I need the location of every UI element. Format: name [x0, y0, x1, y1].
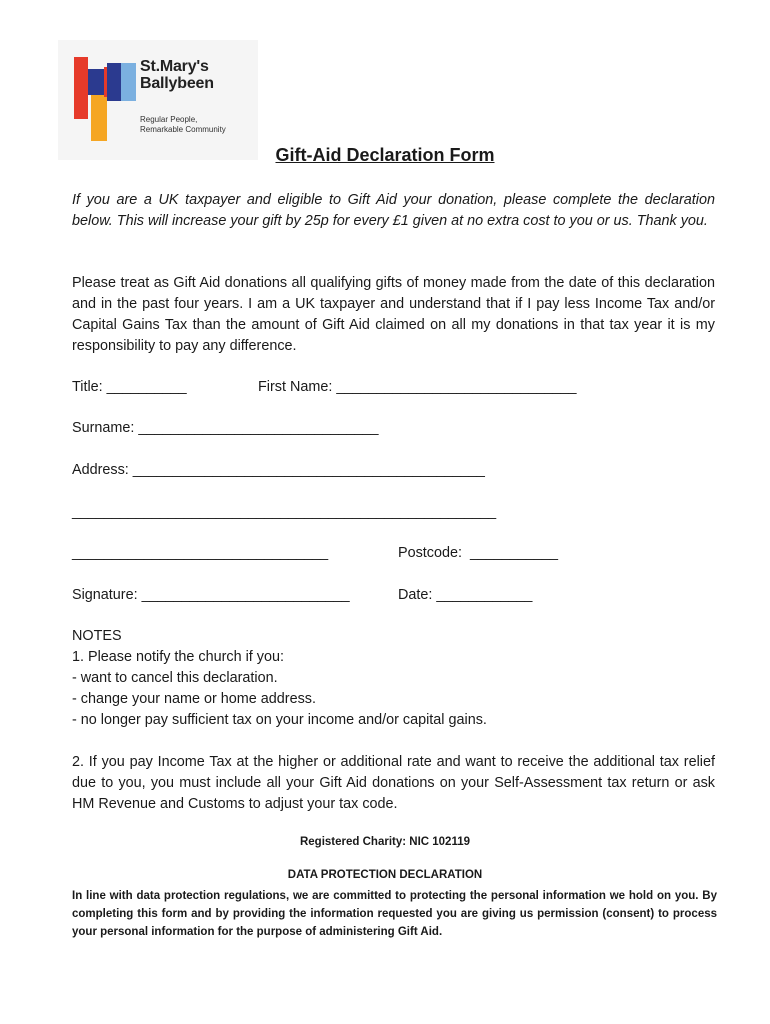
logo-bar-orange	[91, 95, 107, 141]
logo-tagline-line2: Remarkable Community	[140, 124, 226, 134]
form-title: Gift-Aid Declaration Form	[275, 145, 495, 165]
surname-field: Surname: ______________________________	[72, 420, 379, 436]
logo-bar-navy	[88, 69, 104, 95]
logo-tagline-line1: Regular People,	[140, 115, 198, 124]
signature-field: Signature: __________________________	[72, 587, 350, 603]
address-field: Address: ____________________________________________	[72, 462, 485, 478]
first-name-field: First Name: ______________________________	[258, 379, 577, 395]
logo-name-line2: Ballybeen	[140, 75, 214, 92]
logo-name-line1: St.Mary's	[140, 58, 209, 75]
notes-heading: NOTES	[72, 628, 122, 644]
notes-bullet: - change your name or home address.	[72, 691, 316, 707]
address-line-3-field: ________________________________	[72, 545, 329, 561]
logo-bar-red	[74, 57, 88, 119]
postcode-field: Postcode: ___________	[398, 545, 559, 561]
notes-bullet: - no longer pay sufficient tax on your income and/or capital gains.	[72, 712, 487, 728]
logo-bar-light-blue	[121, 63, 136, 101]
logo-bar-navy-2	[107, 63, 121, 101]
notes-section	[72, 626, 715, 815]
notes-bullet: - want to cancel this declaration.	[72, 670, 278, 686]
logo-name	[140, 58, 214, 92]
declaration-paragraph: Please treat as Gift Aid donations all qualifying gifts of money made from the date of this declaration and in the past four years. I am a UK taxpayer and understand that if I pay less Income Tax and/or Capital Gains Tax than the amount of Gift Aid claimed on all my donations in that tax year it is my responsibility to pay any difference.	[72, 275, 715, 354]
notes-item1-intro: 1. Please notify the church if you:	[72, 649, 284, 665]
date-field: Date: ____________	[398, 587, 533, 603]
data-protection-heading: DATA PROTECTION DECLARATION	[287, 869, 483, 881]
data-protection-text: In line with data protection regulations, we are committed to protecting the personal information we hold on you. By completing this form and by providing the information requested you are giving us permission (consent) to process your personal information for the purpose of administering Gift Aid.	[72, 890, 717, 938]
church-logo-icon	[74, 57, 138, 141]
registered-charity: Registered Charity: NIC 102119	[299, 836, 471, 848]
title-field: Title: __________	[72, 379, 187, 395]
notes-item2: 2. If you pay Income Tax at the higher or additional rate and want to receive the additional tax relief due to you, you must include all your Gift Aid donations on your Self-Assessment tax return or ask HM Revenue and Customs to adjust your tax code.	[72, 754, 715, 812]
logo-tagline	[140, 115, 226, 134]
intro-paragraph: If you are a UK taxpayer and eligible to Gift Aid your donation, please complete the declaration below. This will increase your gift by 25p for every £1 given at no extra cost to you or us. Thank you.	[72, 192, 715, 229]
address-line-2-field: _____________________________________________________	[72, 504, 497, 520]
